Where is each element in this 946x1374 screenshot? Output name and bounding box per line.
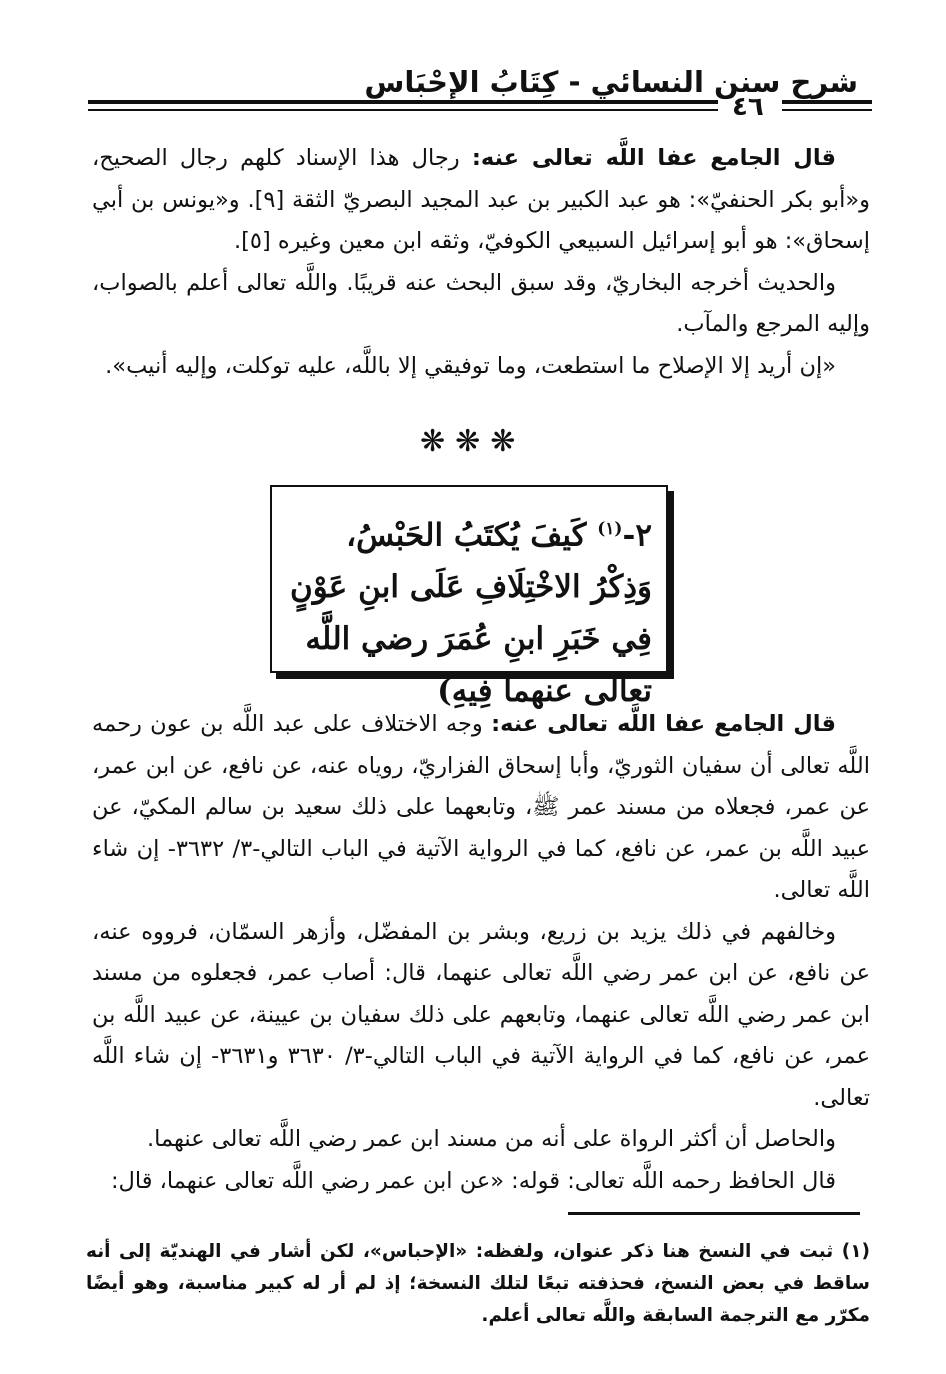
chapter-heading-box (270, 485, 668, 710)
section-separator: ❋❋❋ (420, 424, 526, 459)
chapter-title (280, 503, 652, 717)
text-block-top (92, 138, 870, 387)
paragraph-6: والحاصل أن أكثر الرواة على أنه من مسند ابن عمر رضي اللَّه تعالى عنهما. (147, 1126, 836, 1152)
compiler-lead: قال الجامع عفا اللَّه تعالى عنه: (471, 145, 836, 171)
footnote-text: (١) ثبت في النسخ هنا ذكر عنوان، ولفظه: «الإحباس»، لكن أشار في الهنديّة إلى أنه ساقط في بعض النسخ، فحذفته تبعًا لتلك النسخة؛ إذ لم أر له كبير مناسبة، وهو أيضًا مكرّر مع الترجمة السابقة واللَّه تعالى أعلم. (86, 1241, 870, 1326)
chapter-number: ٢- (622, 517, 652, 554)
paragraph-7: قال الحافظ رحمه اللَّه تعالى: قوله: «عن ابن عمر رضي اللَّه تعالى عنهما، قال: (110, 1167, 836, 1194)
text-block-bottom (92, 704, 870, 1202)
page-number: ٤٦ (732, 92, 764, 122)
footnote (86, 1236, 870, 1332)
paragraph-2: والحديث أخرجه البخاريّ، وقد سبق البحث عنه قريبًا. واللَّه تعالى أعلم بالصواب، وإليه المرجع والمآب. (92, 269, 870, 337)
paragraph-1-text: رجال هذا الإسناد كلهم رجال الصحيح، و«أبو بكر الحنفيّ»: هو عبد الكبير بن عبد المجيد البصريّ الثقة [٩]. و«يونس بن أبي إسحاق»: هو أبو إسرائيل السبيعي الكوفيّ، وثقه ابن معين وغيره [٥]. (92, 145, 870, 254)
footnote-marker: (١) (597, 519, 623, 539)
header-rule-thick-short (782, 100, 872, 104)
paragraph-1 (92, 138, 870, 263)
paragraph-3: «إن أريد إلا الإصلاح ما استطعت، وما توفيقي إلا باللَّه، عليه توكلت، وإليه أنيب». (105, 352, 836, 379)
header-rule-thin (88, 109, 718, 111)
paragraph-5: وخالفهم في ذلك يزيد بن زريع، وبشر بن المفضّل، وأزهر السمّان، فرووه عنه، عن نافع، عن ابن عمر رضي اللَّه تعالى عنهما، قال: أصاب عمر، فجعلوه من مسند ابن عمر رضي اللَّه تعالى عنهما، وتابعهم على ذلك سفيان بن عيينة، عن عبيد اللَّه بن عمر، عن نافع، كما في الرواية الآتية في الباب التالي-٣/ ٣٦٣٠ و٣٦٣١- إن شاء اللَّه تعالى. (92, 918, 870, 1111)
paragraph-4 (92, 704, 870, 912)
footnote-rule (568, 1212, 860, 1215)
header-rule-thin-short (782, 109, 872, 111)
paragraph-4-text: وجه الاختلاف على عبد اللَّه بن عون رحمه اللَّه تعالى أن سفيان الثوريّ، وأبا إسحاق الفزاريّ، روياه عنه، عن نافع، عن ابن عمر، عن عمر، فجعلاه من مسند عمر ﷺ، وتابعهما على ذلك سعيد بن سالم المكيّ، عن عبيد اللَّه بن عمر، عن نافع، كما في الرواية الآتية في الباب التالي-٣/ ٣٦٣٢- إن شاء اللَّه تعالى. (92, 711, 870, 903)
chapter-title-text: كَيفَ يُكتَبُ الحَبْسُ، وَذِكْرُ الاخْتِلَافِ عَلَى ابنِ عَوْنٍ فِي خَبَرِ ابنِ عُمَرَ رضي اللَّه تعالى عنهما فِيهِ) (290, 517, 652, 710)
running-title: شرح سنن النسائي - كِتَابُ الإِحْبَاس (364, 65, 858, 99)
compiler-lead-2: قال الجامع عفا اللَّه تعالى عنه: (491, 711, 836, 737)
header-rule-thick (88, 100, 718, 104)
